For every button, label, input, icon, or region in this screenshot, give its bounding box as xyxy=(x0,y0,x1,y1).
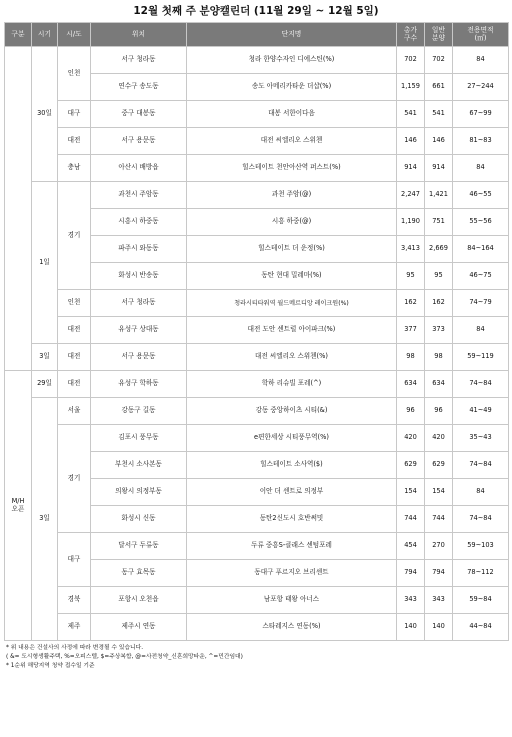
total-cell: 794 xyxy=(397,560,425,587)
total-cell: 420 xyxy=(397,425,425,452)
general-cell: 541 xyxy=(425,101,453,128)
location-cell: 화성시 반송동 xyxy=(91,263,187,290)
table-row xyxy=(5,182,509,209)
header-area: 전용면적 (㎡) xyxy=(453,23,509,47)
location-cell: 의왕시 의정부동 xyxy=(91,479,187,506)
table-row xyxy=(5,290,509,317)
total-cell: 95 xyxy=(397,263,425,290)
total-cell: 914 xyxy=(397,155,425,182)
table-row xyxy=(5,155,509,182)
table-row xyxy=(5,614,509,641)
complex-name-cell: 대전 씨엘리오 스위첸 xyxy=(187,128,397,155)
general-cell: 744 xyxy=(425,506,453,533)
complex-name-cell: 힐스테이트 소사역($) xyxy=(187,452,397,479)
area-cell: 84~164 xyxy=(453,236,509,263)
complex-name-cell: e편한세상 시티풍무역(%) xyxy=(187,425,397,452)
region-cell: 대구 xyxy=(58,101,91,128)
header-total-units: 총가 구수 xyxy=(397,23,425,47)
total-cell: 98 xyxy=(397,344,425,371)
general-cell: 634 xyxy=(425,371,453,398)
general-cell: 1,421 xyxy=(425,182,453,209)
location-cell: 파주시 와동동 xyxy=(91,236,187,263)
location-cell: 동구 효목동 xyxy=(91,560,187,587)
total-cell: 702 xyxy=(397,47,425,74)
footnote-first-priority: * 1순위 해당지역 청약 접수일 기준 xyxy=(6,663,95,669)
complex-name-cell: 강동 중앙하이츠 시티(&) xyxy=(187,398,397,425)
area-cell: 84 xyxy=(453,47,509,74)
general-cell: 794 xyxy=(425,560,453,587)
area-cell: 59~103 xyxy=(453,533,509,560)
total-cell: 2,247 xyxy=(397,182,425,209)
general-cell: 162 xyxy=(425,290,453,317)
complex-name-cell: 대전 도안 센트럴 아이파크(%) xyxy=(187,317,397,344)
area-cell: 46~75 xyxy=(453,263,509,290)
total-cell: 162 xyxy=(397,290,425,317)
complex-name-cell: 두류 중흥S-클래스 센텀포레 xyxy=(187,533,397,560)
area-cell: 35~43 xyxy=(453,425,509,452)
complex-name-cell: 청라시티타워역 월드메르디앙 레이크원(%) xyxy=(187,290,397,317)
area-cell: 55~56 xyxy=(453,209,509,236)
time-cell: 29일 xyxy=(32,371,58,398)
general-cell: 702 xyxy=(425,47,453,74)
location-cell: 유성구 상대동 xyxy=(91,317,187,344)
location-cell: 화성시 신동 xyxy=(91,506,187,533)
total-cell: 146 xyxy=(397,128,425,155)
location-cell: 유성구 학하동 xyxy=(91,371,187,398)
location-cell: 연수구 송도동 xyxy=(91,74,187,101)
location-cell: 제주시 연동 xyxy=(91,614,187,641)
region-cell: 제주 xyxy=(58,614,91,641)
complex-name-cell: 송도 아메리카타운 더샵(%) xyxy=(187,74,397,101)
location-cell: 서구 청라동 xyxy=(91,290,187,317)
region-cell: 대전 xyxy=(58,128,91,155)
general-cell: 661 xyxy=(425,74,453,101)
table-row xyxy=(5,101,509,128)
total-cell: 3,413 xyxy=(397,236,425,263)
header-gubun: 구분 xyxy=(5,23,32,47)
location-cell: 아산시 배방읍 xyxy=(91,155,187,182)
area-cell: 84 xyxy=(453,479,509,506)
time-cell: 30일 xyxy=(32,47,58,182)
area-cell: 59~119 xyxy=(453,344,509,371)
group-cell-1 xyxy=(5,47,32,371)
area-cell: 41~49 xyxy=(453,398,509,425)
footnote-legend: ( &= 도시형생활주택, %=오피스텔, $=주상복합, @=사전청약_신혼희망타운, ^=민간임대) xyxy=(6,654,243,660)
footnotes xyxy=(6,644,512,671)
region-cell: 대전 xyxy=(58,371,91,398)
location-cell: 김포시 풍무동 xyxy=(91,425,187,452)
location-cell: 서구 용문동 xyxy=(91,344,187,371)
complex-name-cell: 힐스테이트 더 운정(%) xyxy=(187,236,397,263)
table-row xyxy=(5,317,509,344)
complex-name-cell: 동탄 현대 밀레마(%) xyxy=(187,263,397,290)
table-row xyxy=(5,587,509,614)
table-row xyxy=(5,371,509,398)
area-cell: 74~84 xyxy=(453,452,509,479)
general-cell: 420 xyxy=(425,425,453,452)
area-cell: 59~84 xyxy=(453,587,509,614)
header-sigi: 시기 xyxy=(32,23,58,47)
area-cell: 78~112 xyxy=(453,560,509,587)
group-cell-mh-open: M/H 오픈 xyxy=(5,371,32,641)
location-cell: 서구 청라동 xyxy=(91,47,187,74)
header-location: 위치 xyxy=(91,23,187,47)
total-cell: 1,190 xyxy=(397,209,425,236)
area-cell: 81~83 xyxy=(453,128,509,155)
region-cell: 대구 xyxy=(58,533,91,587)
complex-name-cell: 힐스테이트 천안아산역 퍼스트(%) xyxy=(187,155,397,182)
general-cell: 914 xyxy=(425,155,453,182)
complex-name-cell: 학하 리슈빌 포레(^) xyxy=(187,371,397,398)
region-cell: 대전 xyxy=(58,317,91,344)
complex-name-cell: 과천 주암(@) xyxy=(187,182,397,209)
complex-name-cell: 대봉 서한이다음 xyxy=(187,101,397,128)
footnote-change-notice: * 위 내용은 건설사의 사정에 따라 변경될 수 있습니다. xyxy=(6,645,144,651)
complex-name-cell: 남포항 태왕 아너스 xyxy=(187,587,397,614)
location-cell: 중구 대봉동 xyxy=(91,101,187,128)
general-cell: 751 xyxy=(425,209,453,236)
location-cell: 과천시 주암동 xyxy=(91,182,187,209)
region-cell: 인천 xyxy=(58,47,91,101)
area-cell: 67~99 xyxy=(453,101,509,128)
general-cell: 95 xyxy=(425,263,453,290)
area-cell: 46~55 xyxy=(453,182,509,209)
area-cell: 27~244 xyxy=(453,74,509,101)
table-row xyxy=(5,128,509,155)
header-sido: 시/도 xyxy=(58,23,91,47)
location-cell: 달서구 두류동 xyxy=(91,533,187,560)
time-cell: 3일 xyxy=(32,344,58,371)
general-cell: 270 xyxy=(425,533,453,560)
area-cell: 84 xyxy=(453,317,509,344)
complex-name-cell: 이안 더 센트로 의정부 xyxy=(187,479,397,506)
region-cell: 경기 xyxy=(58,425,91,533)
area-cell: 74~84 xyxy=(453,371,509,398)
table-row xyxy=(5,425,509,452)
header-complex-name: 단지명 xyxy=(187,23,397,47)
time-cell: 1일 xyxy=(32,182,58,344)
total-cell: 343 xyxy=(397,587,425,614)
location-cell: 부천시 소사본동 xyxy=(91,452,187,479)
total-cell: 744 xyxy=(397,506,425,533)
total-cell: 454 xyxy=(397,533,425,560)
area-cell: 74~84 xyxy=(453,506,509,533)
general-cell: 629 xyxy=(425,452,453,479)
location-cell: 강동구 길동 xyxy=(91,398,187,425)
page-title: 12월 첫째 주 분양캘린더 (11월 29일 ~ 12월 5일) xyxy=(133,5,379,17)
complex-name-cell: 동탄2신도시 호반써밋 xyxy=(187,506,397,533)
region-cell: 대전 xyxy=(58,344,91,371)
region-cell: 인천 xyxy=(58,290,91,317)
location-cell: 서구 용문동 xyxy=(91,128,187,155)
region-cell: 서울 xyxy=(58,398,91,425)
area-cell: 74~79 xyxy=(453,290,509,317)
region-cell: 경북 xyxy=(58,587,91,614)
table-row xyxy=(5,47,509,74)
area-cell: 84 xyxy=(453,155,509,182)
total-cell: 96 xyxy=(397,398,425,425)
general-cell: 96 xyxy=(425,398,453,425)
general-cell: 146 xyxy=(425,128,453,155)
location-cell: 포항시 오천읍 xyxy=(91,587,187,614)
general-cell: 2,669 xyxy=(425,236,453,263)
general-cell: 343 xyxy=(425,587,453,614)
table-row xyxy=(5,398,509,425)
header-general-sale: 일반 분양 xyxy=(425,23,453,47)
general-cell: 140 xyxy=(425,614,453,641)
total-cell: 629 xyxy=(397,452,425,479)
general-cell: 154 xyxy=(425,479,453,506)
location-cell: 시흥시 하중동 xyxy=(91,209,187,236)
total-cell: 541 xyxy=(397,101,425,128)
table-row xyxy=(5,344,509,371)
calendar-table xyxy=(4,22,509,641)
complex-name-cell: 청라 한양수자인 디에스틴(%) xyxy=(187,47,397,74)
general-cell: 98 xyxy=(425,344,453,371)
total-cell: 1,159 xyxy=(397,74,425,101)
total-cell: 154 xyxy=(397,479,425,506)
time-cell: 3일 xyxy=(32,398,58,641)
table-row xyxy=(5,533,509,560)
total-cell: 140 xyxy=(397,614,425,641)
total-cell: 377 xyxy=(397,317,425,344)
general-cell: 373 xyxy=(425,317,453,344)
complex-name-cell: 동대구 푸르지오 브리센트 xyxy=(187,560,397,587)
total-cell: 634 xyxy=(397,371,425,398)
area-cell: 44~84 xyxy=(453,614,509,641)
header-row xyxy=(5,23,509,47)
complex-name-cell: 시흥 하중(@) xyxy=(187,209,397,236)
complex-name-cell: 스타레지스 연동(%) xyxy=(187,614,397,641)
region-cell: 경기 xyxy=(58,182,91,290)
region-cell: 충남 xyxy=(58,155,91,182)
complex-name-cell: 대전 씨엘리오 스위첸(%) xyxy=(187,344,397,371)
